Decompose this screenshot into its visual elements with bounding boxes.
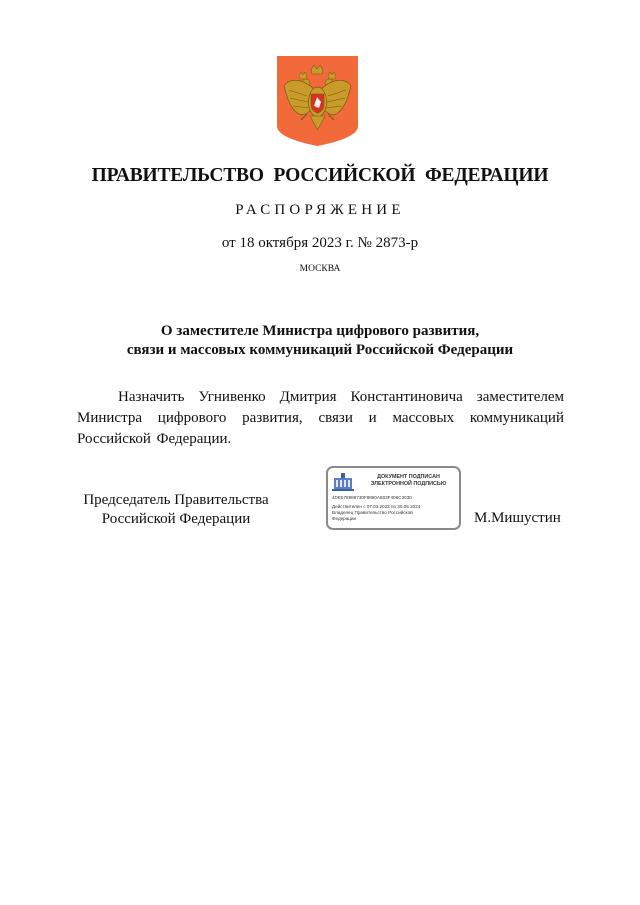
- document-type: РАСПОРЯЖЕНИЕ: [235, 202, 405, 218]
- subject-line-2: связи и массовых коммуникаций Российской Федерации: [126, 342, 514, 358]
- stamp-validity: Действителен с 07.03.2023 по 30.05.2024: [332, 504, 421, 509]
- document-subject: [0, 322, 640, 360]
- stamp-header-line-1: ДОКУМЕНТ ПОДПИСАН: [377, 474, 440, 480]
- document-body: Назначить Угнивенко Дмитрия Константиновича заместителем Министра цифрового развития, связи и массовых коммуникаций Российской Федерации.: [77, 389, 564, 447]
- document-city: МОСКВА: [299, 264, 341, 274]
- stamp-owner-line-1: Владелец Правительство Российской: [332, 510, 413, 515]
- stamp-header-line-2: ЭЛЕКТРОННОЙ ПОДПИСЬЮ: [370, 481, 447, 487]
- electronic-signature-stamp: [326, 466, 461, 530]
- signer-title: [71, 491, 281, 529]
- signer-title-line-2: Российской Федерации: [101, 511, 251, 527]
- stamp-owner-line-2: Федерации: [332, 516, 357, 521]
- coat-of-arms-icon: [277, 56, 358, 146]
- stamp-header: [356, 474, 461, 488]
- issuer-title: ПРАВИТЕЛЬСТВО РОССИЙСКОЙ ФЕДЕРАЦИИ: [91, 165, 549, 186]
- government-building-icon: [332, 472, 354, 491]
- subject-line-1: О заместителе Министра цифрового развития,: [160, 323, 480, 339]
- document-date-number: от 18 октября 2023 г. № 2873-р: [221, 235, 419, 251]
- signer-title-line-1: Председатель Правительства: [83, 492, 269, 508]
- stamp-serial: 4DE578888730F8880A803F406C3030: [332, 495, 412, 500]
- signer-name: М.Мишустин: [474, 510, 561, 526]
